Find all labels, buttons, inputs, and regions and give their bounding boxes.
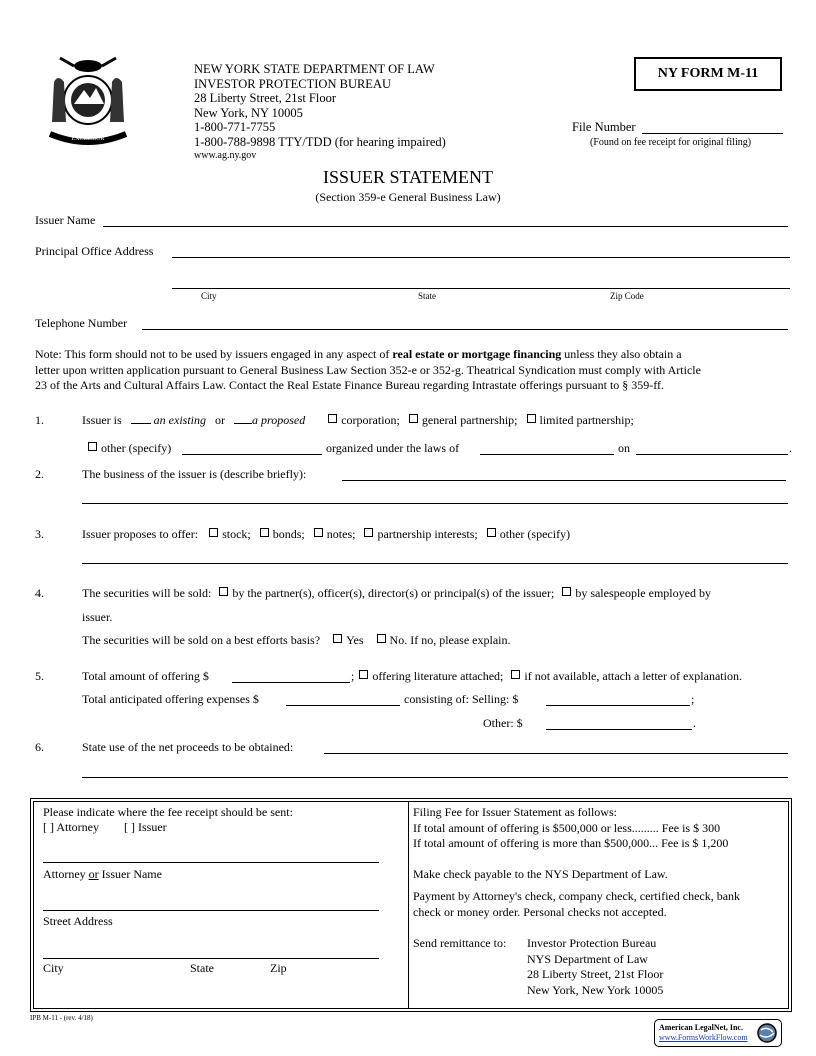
bonds-option[interactable]: bonds; xyxy=(260,527,305,541)
street-address-input[interactable] xyxy=(43,910,379,911)
existing-blank[interactable] xyxy=(131,423,151,424)
other-expenses-input[interactable] xyxy=(546,729,692,730)
form-id: NY FORM M-11 xyxy=(657,66,759,81)
send-to-attorney-option[interactable]: [ ] Attorney xyxy=(43,820,99,834)
revision-note: IPB M-11 - (rev. 4/18) xyxy=(30,1014,93,1022)
state-of-organization-input[interactable] xyxy=(480,454,614,455)
item-4-number: 4. xyxy=(35,586,44,600)
total-offering-input[interactable] xyxy=(232,682,350,683)
file-number-label: File Number xyxy=(572,120,636,134)
item-5-options: ; offering literature attached; if not available, attach a letter of explanation. xyxy=(351,669,742,683)
send-to-issuer-option[interactable]: [ ] Issuer xyxy=(124,820,167,834)
item-2-number: 2. xyxy=(35,467,44,481)
seal-motto: EXCELSIOR xyxy=(71,136,105,142)
best-efforts-yes-checkbox[interactable] xyxy=(333,634,342,643)
proposed-blank[interactable] xyxy=(234,423,252,424)
sold-by-principals-option[interactable]: by the partner(s), officer(s), director(s) or principal(s) of the issuer; xyxy=(219,586,554,600)
sold-by-salespeople-option[interactable]: by salespeople employed by xyxy=(562,586,711,600)
other-expenses-label: Other: $ xyxy=(483,716,523,730)
net-proceeds-input[interactable] xyxy=(324,753,788,754)
ny-state-seal xyxy=(40,52,136,146)
bureau-name: INVESTOR PROTECTION BUREAU xyxy=(194,76,391,91)
item-4-row-3: The securities will be sold on a best efforts basis? Yes No. If no, please explain. xyxy=(82,633,511,647)
item-4-continuation: issuer. xyxy=(82,610,113,624)
dept-name: NEW YORK STATE DEPARTMENT OF LAW xyxy=(194,62,435,76)
file-number-note: (Found on fee receipt for original filing) xyxy=(590,137,752,148)
website: www.ag.ny.gov xyxy=(194,150,257,161)
box-zip-label: Zip xyxy=(270,961,287,975)
note-emphasis: real estate or mortgage financing xyxy=(392,347,562,361)
letter-of-explanation-option[interactable]: if not available, attach a letter of explanation. xyxy=(511,669,742,683)
other-entity-input[interactable] xyxy=(182,454,322,455)
literature-attached-option[interactable]: offering literature attached; xyxy=(359,669,503,683)
attorney-issuer-name-input[interactable] xyxy=(43,862,379,863)
other-entity-checkbox[interactable] xyxy=(88,442,97,451)
form-id-box xyxy=(634,57,782,91)
notes-option[interactable]: notes; xyxy=(314,527,356,541)
net-proceeds-input-2[interactable] xyxy=(82,777,788,778)
item-1-row-1: Issuer is an existing or a proposed corporation; general partnership; limited partnership; xyxy=(82,413,634,427)
globe-icon xyxy=(756,1022,778,1044)
item-3-number: 3. xyxy=(35,527,44,541)
expenses-input[interactable] xyxy=(286,705,400,706)
form-title: ISSUER STATEMENT xyxy=(322,167,494,187)
stock-checkbox[interactable] xyxy=(209,528,218,537)
limited-partnership-option[interactable]: limited partnership; xyxy=(527,413,634,427)
legalnet-logo[interactable] xyxy=(654,1019,782,1047)
street-address-label: Street Address xyxy=(43,914,113,928)
notes-checkbox[interactable] xyxy=(314,528,323,537)
principal-office-label: Principal Office Address xyxy=(35,244,154,258)
other-securities-input[interactable] xyxy=(82,563,788,564)
best-efforts-no-checkbox[interactable] xyxy=(377,634,386,643)
expenses-label: Total anticipated offering expenses $ xyxy=(82,692,259,706)
payment-methods: Payment by Attorney's check, company check, certified check, bank check or money order. Personal checks not accepted. xyxy=(413,889,741,919)
issuer-name-input[interactable] xyxy=(103,226,788,227)
fee-over-500k: If total amount of offering is more than $500,000... Fee is $ 1,200 xyxy=(413,836,729,850)
sold-by-salespeople-checkbox[interactable] xyxy=(562,587,571,596)
on-label: on xyxy=(618,441,630,455)
city-state-zip-box-input[interactable] xyxy=(43,958,379,959)
business-description-input-2[interactable] xyxy=(82,503,788,504)
sold-by-principals-checkbox[interactable] xyxy=(219,587,228,596)
item-6-number: 6. xyxy=(35,740,44,754)
partnership-interests-checkbox[interactable] xyxy=(364,528,373,537)
other-securities-checkbox[interactable] xyxy=(487,528,496,537)
item-4-row-1: The securities will be sold: by the partner(s), officer(s), director(s) or principal(s) of the issuer; by salespeople employed by xyxy=(82,586,711,600)
issuer-name-label: Issuer Name xyxy=(35,213,96,227)
city-state-zip-input[interactable] xyxy=(172,288,790,289)
item-6-label: State use of the net proceeds to be obtained: xyxy=(82,740,294,754)
letter-of-explanation-checkbox[interactable] xyxy=(511,670,520,679)
corporation-option[interactable]: corporation; xyxy=(328,413,400,427)
best-efforts-no-option[interactable]: No. If no, please explain. xyxy=(377,633,511,647)
fee-under-500k: If total amount of offering is $500,000 or less......... Fee is $ 300 xyxy=(413,820,721,835)
zip-caption: Zip Code xyxy=(610,291,644,301)
telephone-label: Telephone Number xyxy=(35,316,128,330)
item-5-number: 5. xyxy=(35,669,44,683)
selling-label: consisting of: Selling: $ xyxy=(404,692,519,706)
form-subtitle: (Section 359-e General Business Law) xyxy=(315,190,501,204)
organization-date-input[interactable] xyxy=(636,454,788,455)
limited-partnership-checkbox[interactable] xyxy=(527,414,536,423)
stock-option[interactable]: stock; xyxy=(209,527,251,541)
general-partnership-option[interactable]: general partnership; xyxy=(409,413,518,427)
business-description-input[interactable] xyxy=(342,480,786,481)
corporation-checkbox[interactable] xyxy=(328,414,337,423)
principal-office-input[interactable] xyxy=(172,257,790,258)
file-number-input[interactable] xyxy=(642,133,783,134)
partnership-interests-option[interactable]: partnership interests; xyxy=(364,527,477,541)
filing-fee-heading: Filing Fee for Issuer Statement as follows: xyxy=(413,805,617,819)
state-caption: State xyxy=(418,291,436,301)
total-offering-label: Total amount of offering $ xyxy=(82,669,209,683)
send-remittance-label: Send remittance to: xyxy=(413,936,507,950)
fee-receipt-heading: Please indicate where the fee receipt should be sent: xyxy=(43,805,293,819)
agency-header xyxy=(194,62,446,164)
selling-expenses-input[interactable] xyxy=(546,705,690,706)
item-2-label: The business of the issuer is (describe briefly): xyxy=(82,467,307,481)
other-option[interactable]: other (specify) xyxy=(88,441,171,456)
attorney-issuer-name-label: Attorney or Issuer Name xyxy=(43,867,162,881)
organized-label: organized under the laws of xyxy=(326,441,460,455)
note-line-2: letter upon written application pursuant to General Business Law Section 352-e or 352-g. Theatrical Syndication must comply with Article xyxy=(35,362,701,377)
city-caption: City xyxy=(201,291,217,301)
brand-name: American LegalNet, Inc. xyxy=(659,1023,743,1032)
box-state-label: State xyxy=(190,961,214,975)
payable-note: Make check payable to the NYS Department of Law. xyxy=(413,867,668,881)
bonds-checkbox[interactable] xyxy=(260,528,269,537)
general-partnership-checkbox[interactable] xyxy=(409,414,418,423)
filing-fee-info xyxy=(413,805,728,852)
note-paragraph: Note: This form should not to be used by issuers engaged in any aspect of real estate or mortgage financing unless they also obtain a letter upon written application pursuant to General Business Law Section 352-e or 352-g. Theatrical Syndication must comply with Article 23 of the Arts and Cultural Affairs Law. Contact the Real Estate Finance Bureau regarding Intrastate offerings pursuant to § 359-ff. xyxy=(35,347,701,392)
phone: 1-800-771-7755 xyxy=(194,120,276,134)
note-line-3: 23 of the Arts and Cultural Affairs Law. Contact the Real Estate Finance Bureau regarding Intrastate offerings pursuant to § 359-ff. xyxy=(35,378,665,392)
city-address: New York, NY 10005 xyxy=(194,105,303,120)
street-address: 28 Liberty Street, 21st Floor xyxy=(194,91,336,105)
box-city-label: City xyxy=(43,961,64,975)
tty-phone: 1-800-788-9898 TTY/TDD (for hearing impaired) xyxy=(194,134,446,149)
brand-url: www.FormsWorkFlow.com xyxy=(659,1033,748,1042)
item-3-row: Issuer proposes to offer: stock; bonds; notes; partnership interests; other (specify) xyxy=(82,527,571,541)
literature-attached-checkbox[interactable] xyxy=(359,670,368,679)
remittance-address: Investor Protection Bureau NYS Department of Law 28 Liberty Street, 21st Floor New York, New York 10005 xyxy=(527,936,664,997)
item-1-number: 1. xyxy=(35,413,44,427)
best-efforts-yes-option[interactable]: Yes xyxy=(333,633,363,647)
telephone-input[interactable] xyxy=(142,329,788,330)
other-securities-option[interactable]: other (specify) xyxy=(487,527,570,541)
